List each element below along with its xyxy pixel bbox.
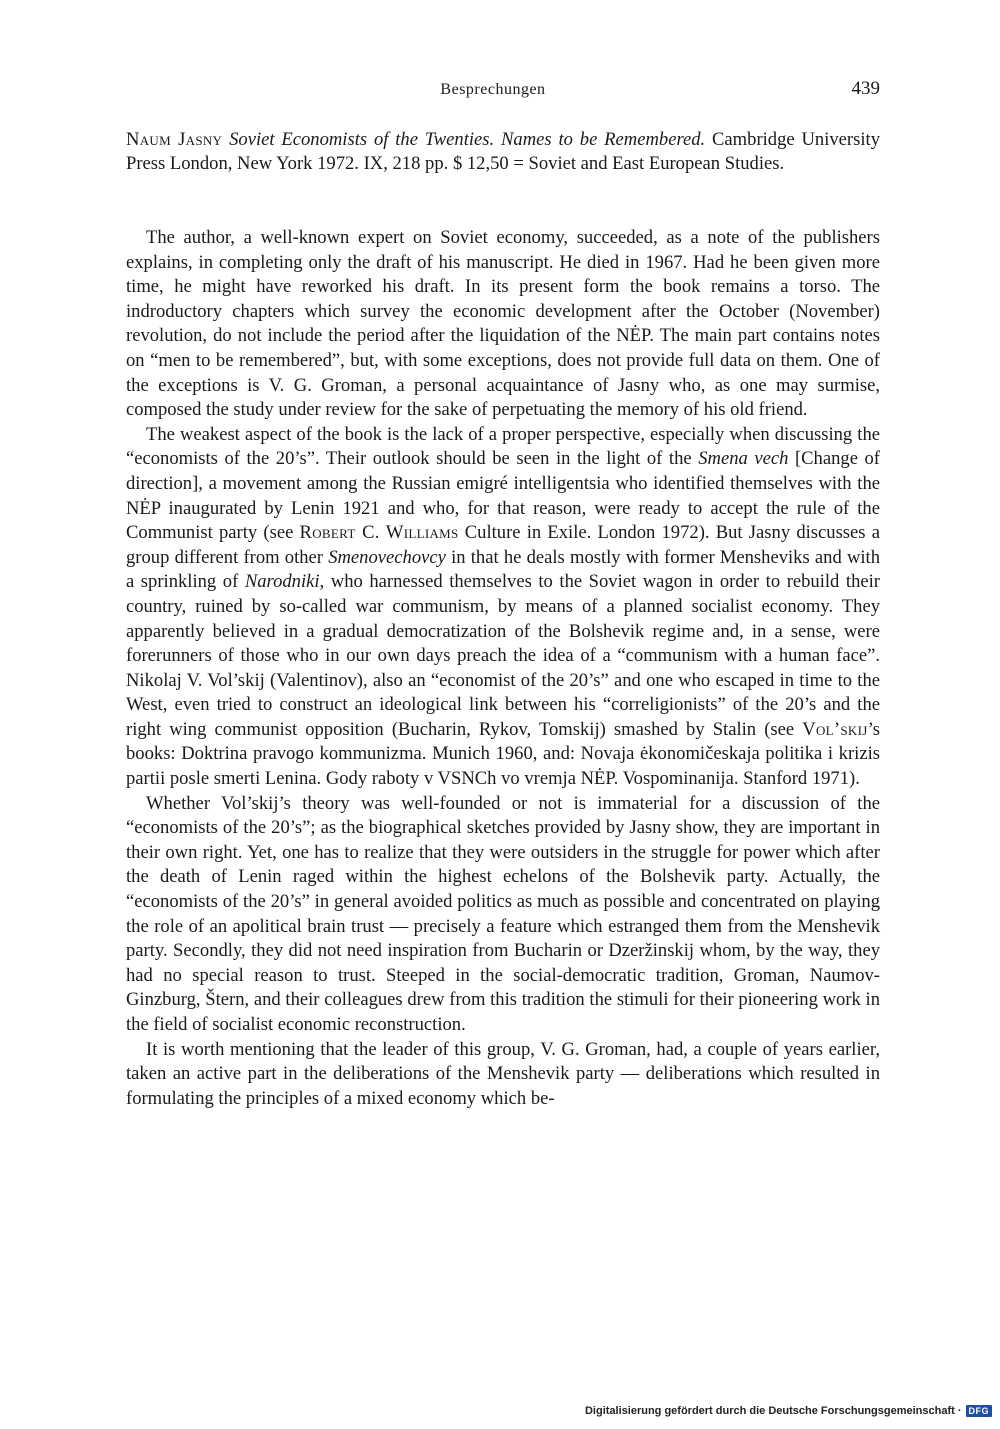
book-citation [126,128,880,175]
paragraph-2-part: [Change of direction], a movement among the Russian emigré intelligentsia who identified themselves with the NĖP inaugurated by Lenin 1921 and who, for that reason, were ready to accept the rule of the Communist party (see [126,448,880,544]
page-number: 439 [851,78,880,99]
citation-publication: Cambridge University Press London, New York 1972. IX, 218 pp. $ 12,50 = Soviet and East European Studies. [126,129,880,174]
digitization-footer [585,1405,992,1417]
paragraph-2-part: in that he deals mostly with former Mensheviks and with a sprinkling of [126,546,881,593]
term-smena-vech: Smena vech [698,448,789,470]
paragraph-2-part: Culture in Exile. London 1972). But Jasny discusses a group different from other [126,522,880,568]
cited-author-williams: Robert C. Williams [299,522,459,544]
running-title: Besprechungen [440,81,546,98]
term-smenovechovcy: Smenovechovcy [328,546,446,568]
paragraph-2-part: , who harnessed themselves to the Soviet wagon in order to rebuild their country, ruined by so-called war communism, by means of a planned socialist economy. They apparently believed in a gradual democratization of the Bolshevik regime and, in a sense, were forerunners of those who in our own days preach the idea of a “communism with a human face”. Nikolaj V. Vol’skij (Valentinov), also an “economist of the 20’s” and one who escaped in time to the West, even tried to construct an ideological link between his “correligionists” of the 20’s and the right wing communist opposition (Bucharin, Rykov, Tomskij) smashed by Stalin (see [126,571,880,740]
paragraph-2 [126,423,880,792]
review-body [126,226,880,1111]
cited-author-volskij: Vol’skij [802,718,868,740]
paragraph-4: It is worth mentioning that the leader of this group, V. G. Groman, had, a couple of years earlier, taken an active part in the deliberations of the Menshevik party — deliberations which resulted in formulating the principles of a mixed economy which be- [126,1038,880,1109]
paragraph-1: The author, a well-known expert on Soviet economy, succeeded, as a note of the publishers explains, in completing only the draft of his manuscript. He died in 1967. Had he been given more time, he might have reworked his draft. In its present form the book remains a torso. The indroductory chapters which survey the economic development after the October (November) revolution, do not include the period after the liquidation of the NĖP. The main part contains notes on “men to be remembered”, but, with some exceptions, does not provide full data on them. One of the exceptions is V. G. Groman, a personal acquaintance of Jasny who, as one may surmise, composed the study under review for the sake of perpetuating the memory of his old friend. [126,227,880,421]
term-narodniki: Narodniki [244,571,320,593]
paragraph-3: Whether Vol’skij’s theory was well-founded or not is immaterial for a discussion of the “economists of the 20’s”; as the biographical sketches provided by Jasny show, they are important in their own right. Yet, one has to realize that they were outsiders in the struggle for power which after the death of Lenin raged within the highest echelons of the Bolshevik party. Actually, the “economists of the 20’s” in general avoided politics as much as possible and concentrated on playing the role of an apolitical brain trust — precisely a feature which estranged them from the Menshevik party. Secondly, they did not need inspiration from Bucharin or Dzeržinskij whom, by the way, they had no special reason to trust. Steeped in the social-democratic tradition, Groman, Naumov-Ginzburg, Štern, and their colleagues drew from this tradition the stimuli for their pioneering work in the field of socialist economic reconstruction. [126,792,880,1035]
paragraph-2-part: The weakest aspect of the book is the lack of a proper perspective, especially when discussing the “economists of the 20’s”. Their outlook should be seen in the light of the [126,423,880,470]
running-head [106,78,880,104]
dfg-logo-icon: DFG [966,1405,993,1417]
footer-text: Digitalisierung gefördert durch die Deutsche Forschungsgemeinschaft · [584,1405,962,1417]
paragraph-2-part: ’s books: Doktrina pravogo kommunizma. Munich 1960, and: Novaja ėkonomičeskaja politika i krizis partii posle smerti Lenina. Gody raboty v VSNCh vo vremja NĖP. Vospominanija. Stanford 1971). [126,718,880,790]
citation-author: Naum Jasny [126,129,223,150]
citation-title: Soviet Economists of the Twenties. Names to be Remembered. [229,129,706,150]
